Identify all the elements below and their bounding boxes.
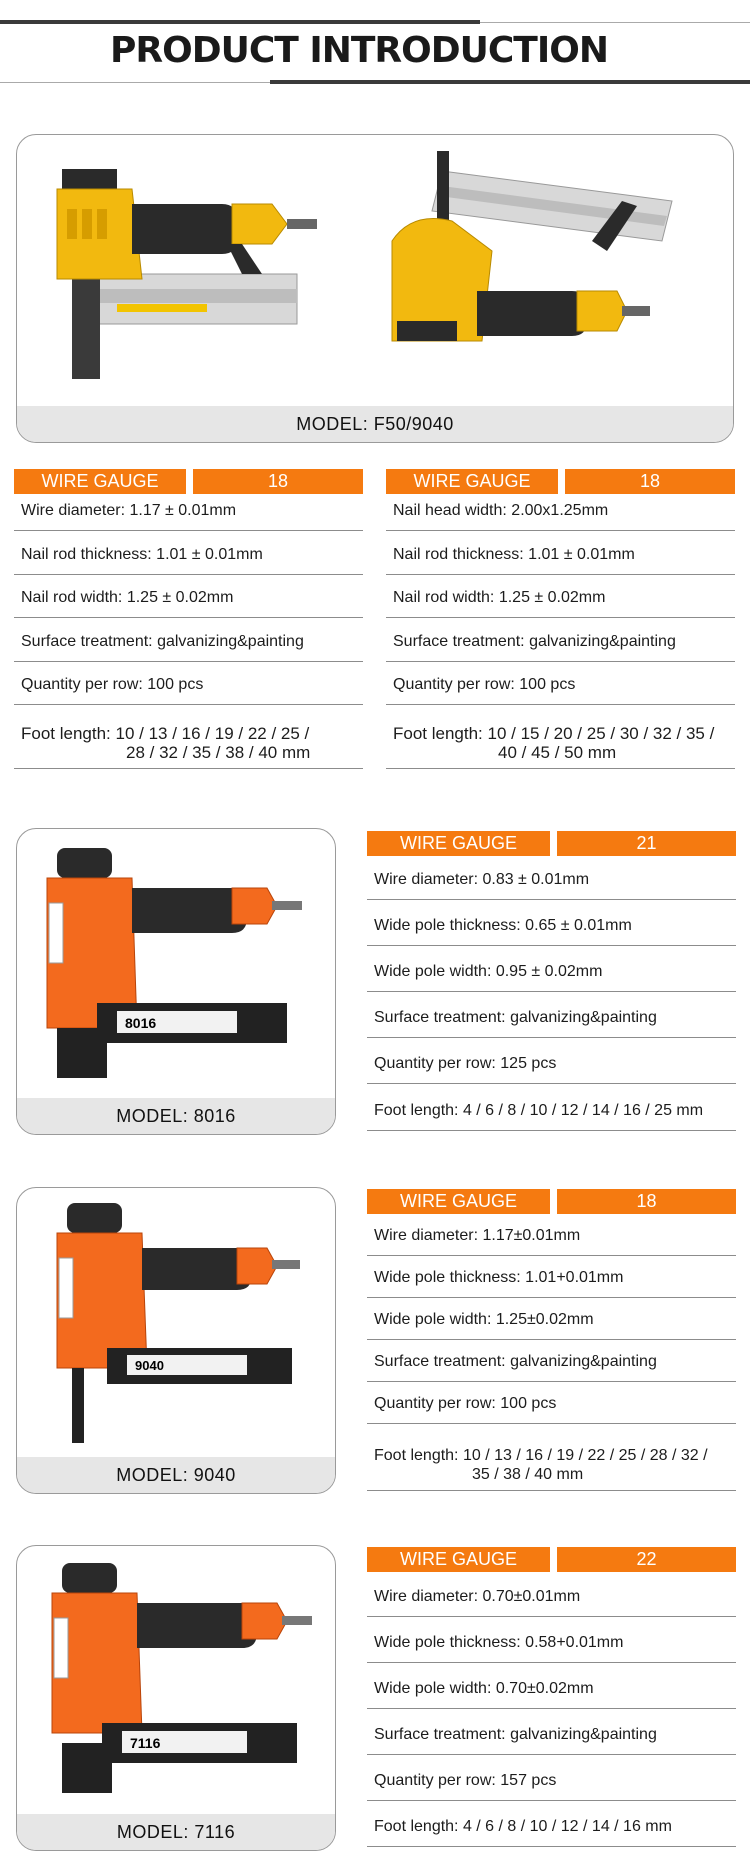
wire-gauge-value: 18 (557, 1189, 736, 1214)
spec-row-foot-length: Foot length: 10 / 13 / 16 / 19 / 22 / 25 / 28 / 32 / 35 / 38 / 40 mm (367, 1424, 736, 1491)
wire-gauge-label: WIRE GAUGE (367, 831, 550, 856)
spec-row: Nail rod width: 1.25 ± 0.02mm (386, 575, 735, 618)
tool-label-text: 9040 (135, 1358, 164, 1373)
spec-row-foot-length: Foot length: 4 / 6 / 8 / 10 / 12 / 14 / 16 mm (367, 1801, 736, 1847)
yellow-nailer-image (42, 149, 342, 399)
spec-row: Wire diameter: 0.83 ± 0.01mm (367, 856, 736, 900)
model-caption: MODEL: 9040 (17, 1457, 335, 1493)
header-thin-rule-bottom (0, 82, 270, 83)
yellow-nailer-angled-image (382, 141, 692, 401)
spec-row: Surface treatment: galvanizing&painting (386, 618, 735, 662)
wire-gauge-value: 22 (557, 1547, 736, 1572)
spec-row: Nail rod width: 1.25 ± 0.02mm (14, 575, 363, 618)
wire-gauge-label: WIRE GAUGE (367, 1547, 550, 1572)
product-card-f50-9040 (16, 134, 734, 443)
tool-label-text: 8016 (125, 1015, 157, 1031)
spec-row: Quantity per row: 125 pcs (367, 1038, 736, 1084)
tool-label-text: 7116 (130, 1735, 161, 1751)
wire-gauge-label: WIRE GAUGE (14, 469, 186, 494)
model-caption: MODEL: 7116 (17, 1814, 335, 1850)
orange-stapler-7116-image (42, 1558, 327, 1808)
spec-row: Quantity per row: 100 pcs (386, 662, 735, 705)
wire-gauge-label: WIRE GAUGE (386, 469, 558, 494)
model-caption: MODEL: 8016 (17, 1098, 335, 1134)
product-card-7116 (16, 1545, 336, 1851)
wire-gauge-bar (386, 469, 735, 494)
spec-row: Wide pole thickness: 0.58+0.01mm (367, 1617, 736, 1663)
wire-gauge-bar (367, 831, 736, 856)
spec-row-foot-length: Foot length: 10 / 15 / 20 / 25 / 30 / 32 / 35 / 40 / 45 / 50 mm (386, 705, 735, 769)
spec-table-9040-angled (386, 469, 735, 762)
spec-table-7116 (367, 1547, 736, 1835)
wire-gauge-value: 21 (557, 831, 736, 856)
spec-row: Wide pole width: 1.25±0.02mm (367, 1298, 736, 1340)
wire-gauge-value: 18 (565, 469, 735, 494)
header-rule-bottom (270, 80, 750, 84)
product-card-9040 (16, 1187, 336, 1494)
spec-row: Nail rod thickness: 1.01 ± 0.01mm (14, 531, 363, 575)
spec-row: Wide pole width: 0.95 ± 0.02mm (367, 946, 736, 992)
wire-gauge-bar (367, 1547, 736, 1572)
spec-table-f50 (14, 469, 363, 762)
spec-row: Wide pole thickness: 1.01+0.01mm (367, 1256, 736, 1298)
spec-row: Wide pole thickness: 0.65 ± 0.01mm (367, 900, 736, 946)
spec-row: Wire diameter: 0.70±0.01mm (367, 1572, 736, 1617)
spec-row: Surface treatment: galvanizing&painting (367, 1709, 736, 1755)
product-card-8016 (16, 828, 336, 1135)
wire-gauge-label: WIRE GAUGE (367, 1189, 550, 1214)
orange-stapler-8016-image (37, 843, 322, 1093)
spec-table-9040 (367, 1189, 736, 1483)
header-rule-top (0, 20, 480, 24)
header-thin-rule-top (480, 22, 750, 23)
wire-gauge-value: 18 (193, 469, 363, 494)
spec-row-foot-length: Foot length: 4 / 6 / 8 / 10 / 12 / 14 / 16 / 25 mm (367, 1084, 736, 1131)
spec-row: Quantity per row: 100 pcs (14, 662, 363, 705)
spec-row: Quantity per row: 100 pcs (367, 1382, 736, 1424)
wire-gauge-bar (14, 469, 363, 494)
spec-row: Surface treatment: galvanizing&painting (14, 618, 363, 662)
spec-row: Surface treatment: galvanizing&painting (367, 1340, 736, 1382)
spec-table-8016 (367, 831, 736, 1119)
spec-row: Quantity per row: 157 pcs (367, 1755, 736, 1801)
spec-row-foot-length: Foot length: 10 / 13 / 16 / 19 / 22 / 25 / 28 / 32 / 35 / 38 / 40 mm (14, 705, 363, 769)
wire-gauge-bar (367, 1189, 736, 1214)
spec-row: Wire diameter: 1.17 ± 0.01mm (14, 494, 363, 531)
spec-row: Surface treatment: galvanizing&painting (367, 992, 736, 1038)
spec-row: Nail rod thickness: 1.01 ± 0.01mm (386, 531, 735, 575)
spec-row: Nail head width: 2.00x1.25mm (386, 494, 735, 531)
model-caption: MODEL: F50/9040 (17, 406, 733, 442)
spec-row: Wire diameter: 1.17±0.01mm (367, 1214, 736, 1256)
page-title: PRODUCT INTRODUCTION (110, 30, 608, 71)
spec-row: Wide pole width: 0.70±0.02mm (367, 1663, 736, 1709)
orange-stapler-9040-image (47, 1198, 317, 1448)
